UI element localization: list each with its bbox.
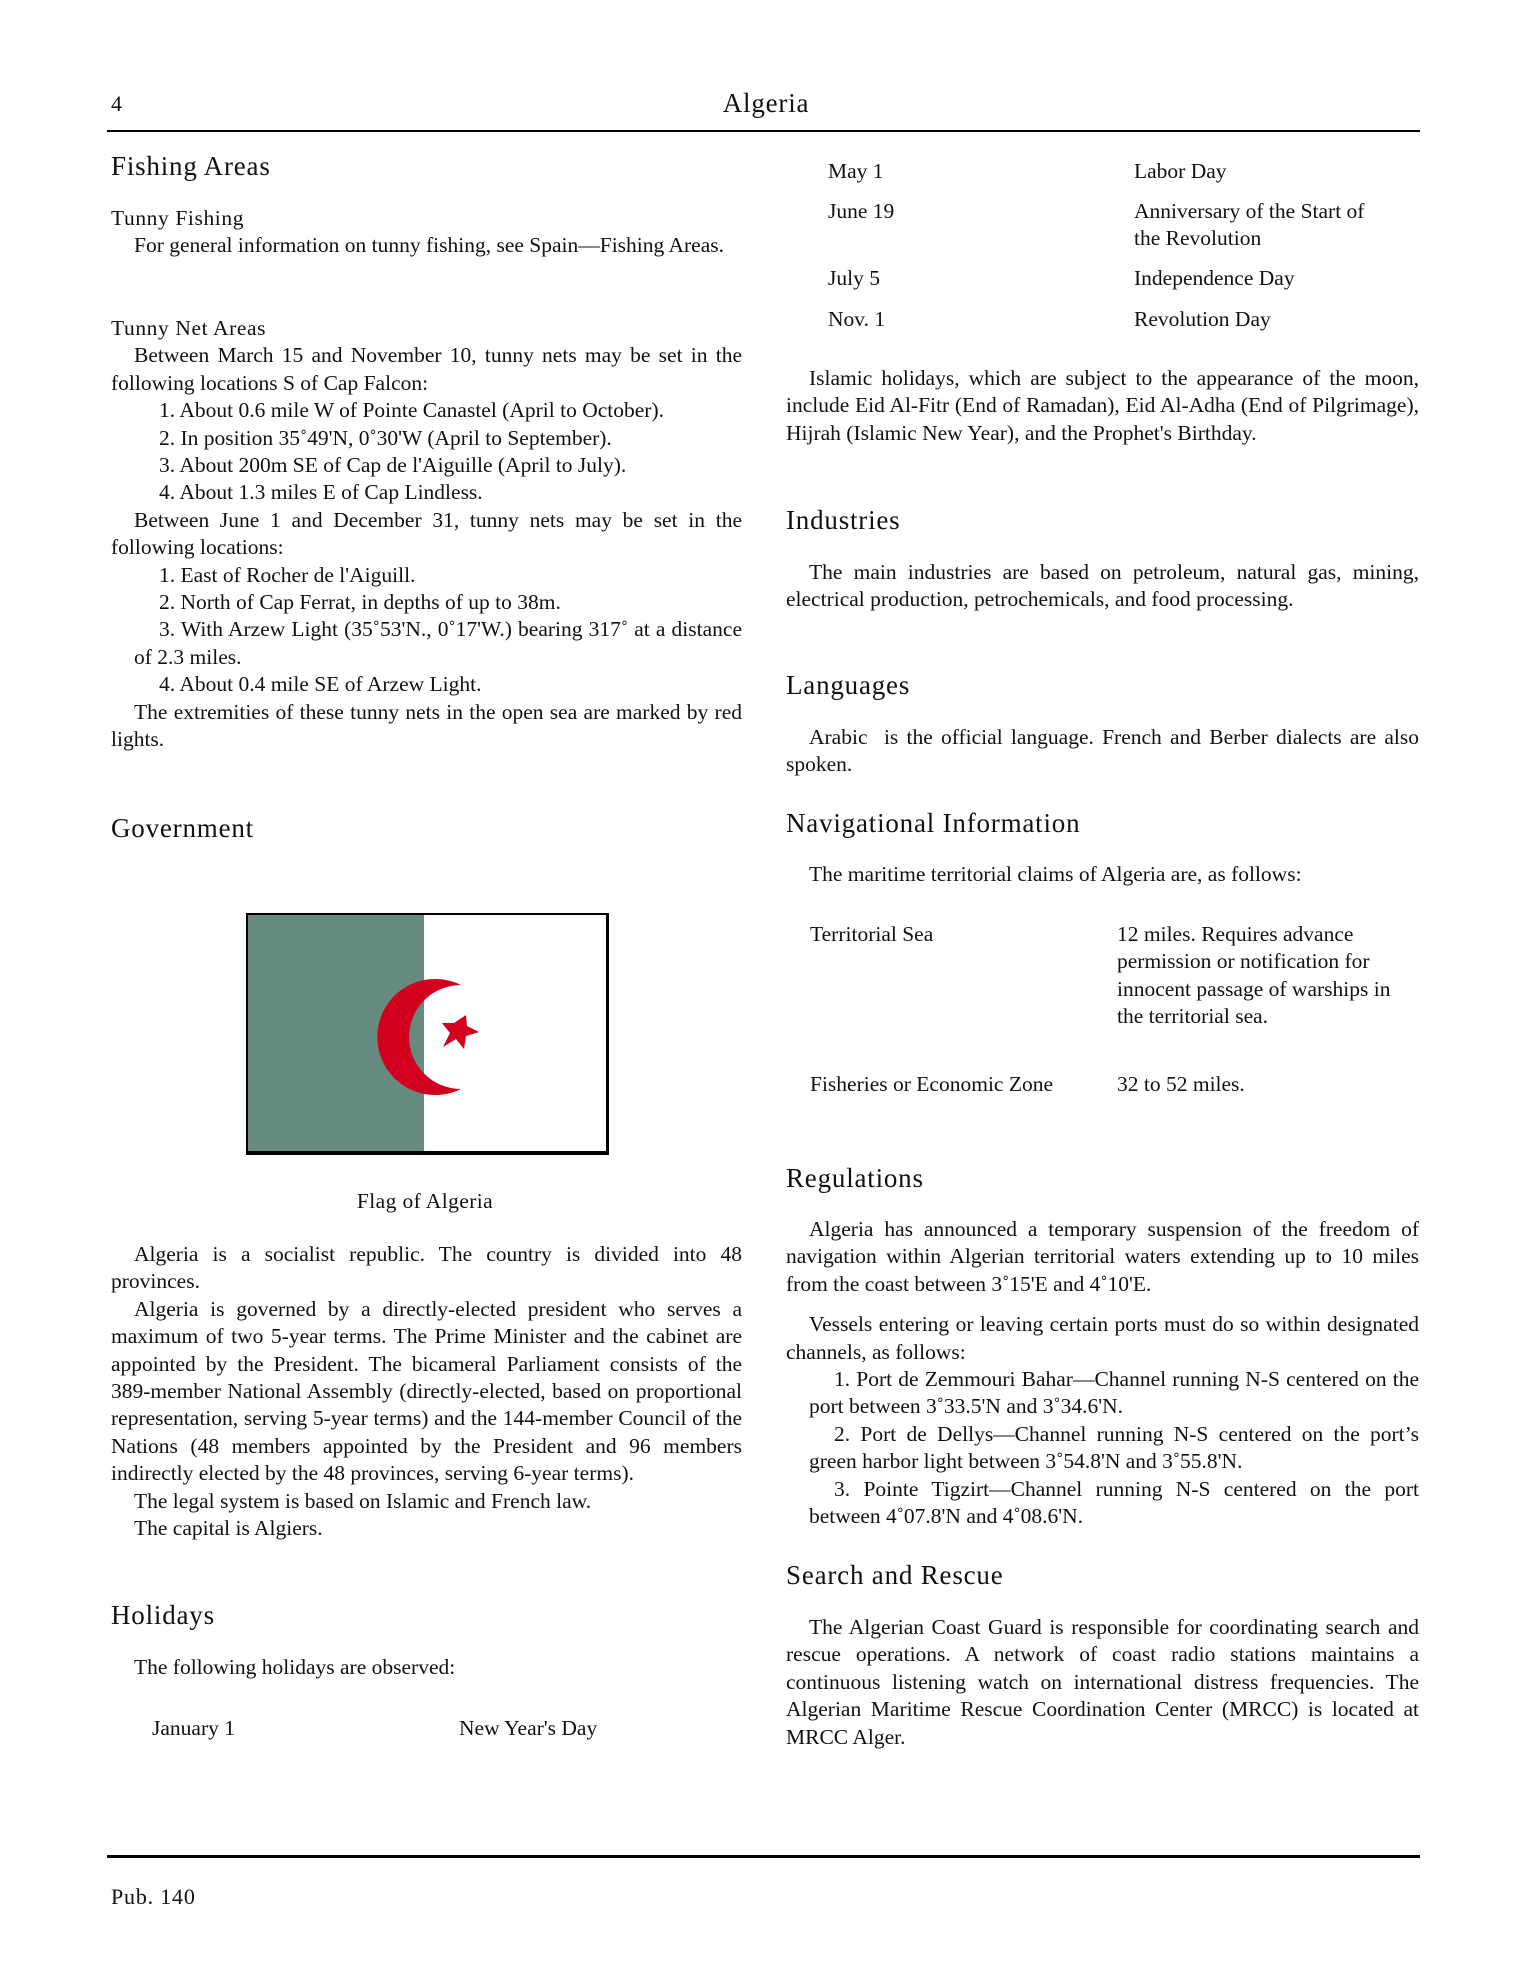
flag-caption: Flag of Algeria xyxy=(356,1189,494,1213)
publication-label: Pub. 140 xyxy=(111,1884,196,1909)
languages-heading: Languages xyxy=(786,670,911,700)
holiday-date: January 1 xyxy=(152,1716,235,1740)
header-rule xyxy=(107,130,1420,132)
tunny-fishing-subheading: Tunny Fishing xyxy=(111,206,245,230)
government-text xyxy=(111,1241,742,1542)
tunny-net-intro1: Between March 15 and November 10, tunny nets may be set in the following locations S of Cap Falcon: xyxy=(111,343,742,395)
holiday-name: Independence Day xyxy=(1134,266,1295,290)
regulations-paragraph: Algeria has announced a temporary suspension of the freedom of navigation within Algerian territorial waters extending up to 10 miles from the coast between 3˚15'E and 4˚10'E. xyxy=(786,1217,1419,1296)
page-number: 4 xyxy=(111,91,122,116)
holiday-date: July 5 xyxy=(828,266,880,290)
industries-text: The main industries are based on petroleum, natural gas, mining, electrical production, petrochemicals, and food processing. xyxy=(786,560,1419,612)
list-item: 4. About 1.3 miles E of Cap Lindless. xyxy=(159,480,483,505)
tunny-net-closing: The extremities of these tunny nets in the open sea are marked by red lights. xyxy=(111,699,742,752)
regulations-text xyxy=(786,1216,1419,1530)
claim-value: 32 to 52 miles. xyxy=(1117,1072,1245,1096)
list-item: 1. About 0.6 mile W of Pointe Canastel (April to October). xyxy=(159,398,664,423)
holidays-intro: The following holidays are observed: xyxy=(134,1655,456,1679)
government-heading: Government xyxy=(111,813,254,843)
algeria-flag xyxy=(246,913,609,1155)
channel-item: 1. Port de Zemmouri Bahar—Channel running N-S centered on the port between 3˚33.5'N and 3˚34.6'N. xyxy=(809,1367,1419,1419)
islamic-holidays-text: Islamic holidays, which are subject to the appearance of the moon, include Eid Al-Fitr (End of Ramadan), Eid Al-Adha (End of Pilgrimage), Hijrah (Islamic New Year), and the Prophet's Birthday. xyxy=(786,366,1419,445)
list-item: 2. North of Cap Ferrat, in depths of up to 38m. xyxy=(159,590,561,615)
list-item: 2. In position 35˚49'N, 0˚30'W (April to September). xyxy=(159,425,612,450)
footer-rule xyxy=(107,1855,1420,1858)
fishing-areas-heading: Fishing Areas xyxy=(111,151,271,181)
holidays-heading: Holidays xyxy=(111,1600,215,1630)
languages-text: Arabic is the official language. French and Berber dialects are also spoken. xyxy=(786,725,1425,777)
tunny-net-section xyxy=(111,315,742,754)
holiday-name: New Year's Day xyxy=(459,1716,598,1740)
claim-label: Territorial Sea xyxy=(810,922,934,946)
regulations-paragraph: Vessels entering or leaving certain ports must do so within designated channels, as follows: xyxy=(786,1312,1419,1364)
search-and-rescue-text: The Algerian Coast Guard is responsible for coordinating search and rescue operations. A network of coast radio stations maintains a continuous listening watch on international distress frequencies. The Algerian Maritime Rescue Coordination Center (MRCC) is located at MRCC Alger. xyxy=(786,1615,1419,1749)
list-item: 4. About 0.4 mile SE of Arzew Light. xyxy=(159,672,482,697)
industries-heading: Industries xyxy=(786,505,901,535)
star-icon xyxy=(442,1015,479,1049)
tunny-fishing-section xyxy=(111,205,742,260)
holiday-date: May 1 xyxy=(828,159,884,183)
list-item: 3. About 200m SE of Cap de l'Aiguille (April to July). xyxy=(159,453,627,478)
tunny-net-subheading: Tunny Net Areas xyxy=(111,316,267,340)
holiday-date: Nov. 1 xyxy=(828,307,886,331)
holiday-date: June 19 xyxy=(828,199,895,223)
flag-graphic xyxy=(248,915,606,1151)
channel-item: 2. Port de Dellys—Channel running N-S centered on the port’s green harbor light between 3˚54.8'N and 3˚55.8'N. xyxy=(809,1421,1419,1474)
list-item: 3. With Arzew Light (35˚53'N., 0˚17'W.) bearing 317˚ at a distance of 2.3 miles. xyxy=(134,617,742,669)
government-paragraph: The capital is Algiers. xyxy=(134,1516,323,1541)
claim-value: 12 miles. Requires advance permission or notification for innocent passage of warships in the territorial sea. xyxy=(1117,922,1391,1029)
regulations-heading: Regulations xyxy=(786,1163,924,1193)
holiday-name: Anniversary of the Start of the Revolution xyxy=(1134,199,1365,251)
holiday-name: Labor Day xyxy=(1134,159,1227,183)
claim-label: Fisheries or Economic Zone xyxy=(810,1072,1054,1096)
list-item: 1. East of Rocher de l'Aiguill. xyxy=(159,562,416,587)
tunny-fishing-text: For general information on tunny fishing, see Spain—Fishing Areas. xyxy=(134,233,724,258)
holiday-name: Revolution Day xyxy=(1134,307,1271,331)
navigational-information-heading: Navigational Information xyxy=(786,808,1081,838)
navigation-intro: The maritime territorial claims of Algeria are, as follows: xyxy=(809,862,1302,886)
channel-item: 3. Pointe Tigzirt—Channel running N-S centered on the port between 4˚07.8'N and 4˚08.6'N. xyxy=(809,1476,1419,1529)
government-paragraph: Algeria is a socialist republic. The country is divided into 48 provinces. xyxy=(111,1242,742,1294)
search-and-rescue-heading: Search and Rescue xyxy=(786,1560,1004,1590)
tunny-net-intro2: Between June 1 and December 31, tunny nets may be set in the following locations: xyxy=(111,507,742,560)
government-paragraph: The legal system is based on Islamic and French law. xyxy=(134,1488,592,1513)
page-title: Algeria xyxy=(722,88,810,118)
government-paragraph: Algeria is governed by a directly-elected president who serves a maximum of two 5-year terms. The Prime Minister and the cabinet are appointed by the President. The bicameral Parliament consists of the 389-member National Assembly (directly-elected, based on proportional representation, serving 5-year terms) and the 144-member Council of the Nations (48 members appointed by the President and 96 members indirectly elected by the 48 provinces, serving 6-year terms). xyxy=(111,1296,742,1486)
